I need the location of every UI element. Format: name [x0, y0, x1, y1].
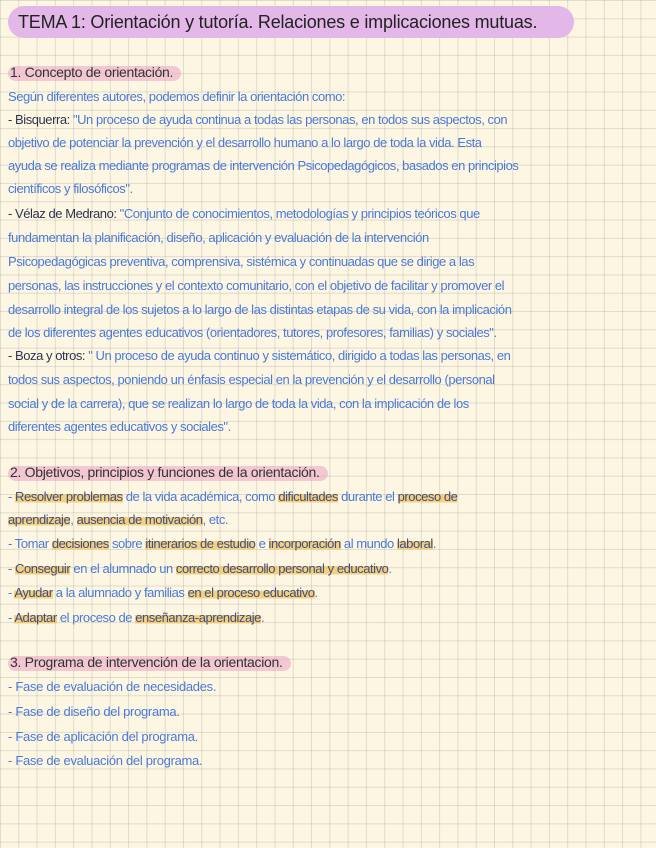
- text: -: [8, 610, 15, 625]
- bisquerra-text-1: "Un proceso de ayuda continua a todas las personas, en todos sus aspectos, con: [69, 112, 508, 127]
- text: .: [314, 585, 318, 600]
- section-3-heading-text: 3. Programa de intervención de la orientacion.: [10, 654, 283, 670]
- text: , etc.: [202, 512, 229, 527]
- objective-line-5: [8, 610, 264, 625]
- boza-line-2: todos sus aspectos, poniendo un énfasis especial en la prevención y el desarrollo (personal: [8, 372, 495, 387]
- text: al mundo: [340, 536, 397, 551]
- velaz-text-1: "Conjunto de conocimientos, metodologías y principios teóricos que: [116, 206, 480, 221]
- objective-line-3: [8, 561, 392, 576]
- boza-line-1: [8, 348, 510, 363]
- highlight: proceso de: [397, 489, 458, 504]
- highlight: aprendizaje: [8, 512, 71, 527]
- velaz-line-6: de los diferentes agentes educativos (orientadores, tutores, profesores, familias) y sociales".: [8, 325, 497, 340]
- text: a la alumnado y familias: [52, 585, 188, 600]
- objective-line-4: [8, 585, 318, 600]
- bisquerra-line-2: objetivo de potenciar la prevención y el desarrollo humano a lo largo de toda la vida. Esta: [8, 135, 482, 150]
- author-bisquerra: - Bisquerra:: [8, 112, 70, 127]
- velaz-line-2: fundamentan la planificación, diseño, aplicación y evaluación de la intervención: [8, 230, 429, 245]
- text: -: [8, 561, 16, 576]
- highlight: dificultades: [278, 489, 338, 504]
- phase-item-1: - Fase de evaluación de necesidades.: [8, 679, 217, 694]
- highlight: enseñanza-aprendizaje: [135, 610, 261, 625]
- highlight: incorporación: [268, 536, 341, 551]
- phase-item-4: - Fase de evaluación del programa.: [8, 753, 203, 768]
- bisquerra-line-4: científicos y filosóficos".: [8, 181, 133, 196]
- section-1-intro: Según diferentes autores, podemos definir la orientación como:: [8, 89, 346, 104]
- velaz-line-3: Psicopedagógicas preventiva, comprensiva, sistémica y continuadas que se dirige a las: [8, 254, 475, 269]
- page-title-banner: [8, 6, 574, 38]
- boza-line-3: social y de la carrera), que se realizan lo largo de toda la vida, con la implicación de los: [8, 396, 469, 411]
- highlight: en el proceso educativo: [187, 585, 315, 600]
- text: .: [388, 561, 392, 576]
- page-title: TEMA 1: Orientación y tutoría. Relaciones e implicaciones mutuas.: [18, 12, 538, 32]
- objective-line-2: [8, 536, 436, 551]
- objective-line-1-cont: [8, 512, 228, 527]
- objective-line-1: [8, 489, 457, 504]
- highlight: decisiones: [51, 536, 109, 551]
- text: de la vida académica, como: [122, 489, 279, 504]
- section-2-heading: [8, 463, 328, 481]
- section-1-heading: [8, 63, 181, 81]
- text: .: [260, 610, 265, 625]
- text: durante el: [337, 489, 398, 504]
- highlight: correcto desarrollo personal y educativo: [175, 561, 389, 576]
- highlight: Adaptar: [14, 610, 57, 625]
- text: el proceso de: [56, 610, 136, 625]
- velaz-line-1: [8, 206, 480, 221]
- text: -: [8, 489, 16, 504]
- bisquerra-line-1: [8, 112, 507, 127]
- section-1-heading-text: 1. Concepto de orientación.: [10, 64, 174, 80]
- text: sobre: [108, 536, 146, 551]
- highlight: ausencia de motivación: [76, 512, 203, 527]
- text: -: [8, 585, 15, 600]
- boza-line-4: diferentes agentes educativos y sociales".: [8, 419, 231, 434]
- text: - Tomar: [8, 536, 52, 551]
- text: .: [432, 536, 437, 551]
- bisquerra-line-3: ayuda se realiza mediante programas de intervención Psicopedagógicos, basados en principios: [8, 158, 519, 173]
- text: ,: [70, 512, 77, 527]
- author-velaz-de-medrano: - Vélaz de Medrano:: [8, 206, 117, 221]
- velaz-line-4: personas, las instrucciones y el contexto comunitario, con el objetivo de facilitar y promover el: [8, 278, 505, 293]
- section-2-heading-text: 2. Objetivos, principios y funciones de la orientación.: [10, 464, 320, 480]
- highlight: Conseguir: [15, 561, 71, 576]
- highlight: Resolver problemas: [15, 489, 123, 504]
- phase-item-3: - Fase de aplicación del programa.: [8, 729, 198, 744]
- highlight: itinerarios de estudio: [145, 536, 256, 551]
- boza-text-1: " Un proceso de ayuda continuo y sistemático, dirigido a todas las personas, en: [85, 348, 511, 363]
- author-boza-y-otros: - Boza y otros:: [8, 348, 86, 363]
- phase-item-2: - Fase de diseño del programa.: [8, 704, 180, 719]
- velaz-line-5: desarrollo integral de los sujetos a lo largo de las distintas etapas de su vida, con la implicación: [8, 302, 512, 317]
- text: en el alumnado un: [70, 561, 176, 576]
- section-3-heading: [8, 653, 291, 671]
- highlight: laboral: [396, 536, 433, 551]
- highlight: Ayudar: [14, 585, 53, 600]
- text: e: [255, 536, 269, 551]
